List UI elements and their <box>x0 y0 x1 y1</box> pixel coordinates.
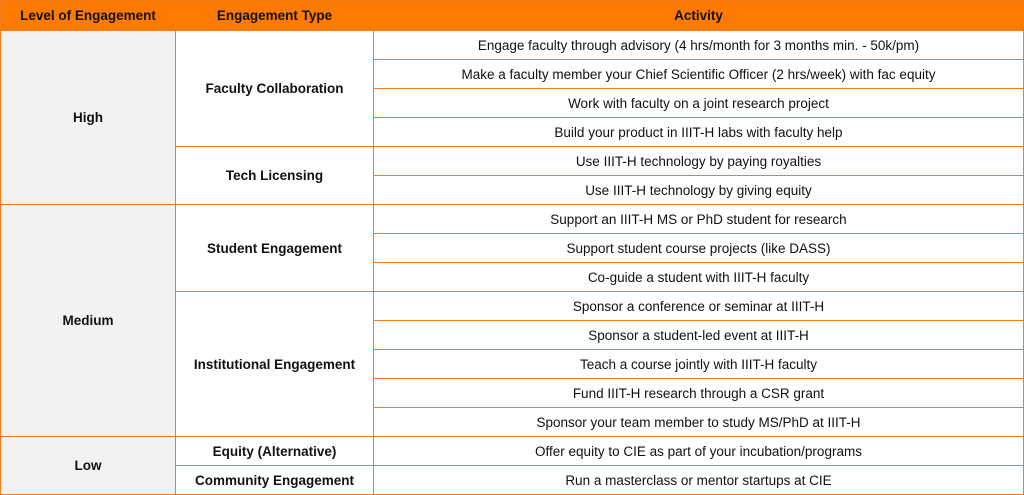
type-faculty-collaboration: Faculty Collaboration <box>176 31 374 147</box>
table-row <box>1 31 1024 60</box>
level-high: High <box>1 31 176 205</box>
level-medium: Medium <box>1 205 176 437</box>
table-row <box>1 437 1024 466</box>
header-level: Level of Engagement <box>1 1 176 31</box>
activity-cell: Use IIIT-H technology by giving equity <box>374 176 1024 205</box>
type-student-engagement: Student Engagement <box>176 205 374 292</box>
header-type: Engagement Type <box>176 1 374 31</box>
activity-cell: Use IIIT-H technology by paying royalties <box>374 147 1024 176</box>
activity-cell: Build your product in IIIT-H labs with faculty help <box>374 118 1024 147</box>
header-activity: Activity <box>374 1 1024 31</box>
table-row <box>1 205 1024 234</box>
activity-cell: Sponsor a student-led event at IIIT-H <box>374 321 1024 350</box>
activity-cell: Run a masterclass or mentor startups at CIE <box>374 466 1024 495</box>
header-row <box>1 1 1024 31</box>
activity-cell: Sponsor a conference or seminar at IIIT-H <box>374 292 1024 321</box>
activity-cell: Support an IIIT-H MS or PhD student for research <box>374 205 1024 234</box>
type-equity-alternative: Equity (Alternative) <box>176 437 374 466</box>
activity-cell: Co-guide a student with IIIT-H faculty <box>374 263 1024 292</box>
type-institutional-engagement: Institutional Engagement <box>176 292 374 437</box>
type-community-engagement: Community Engagement <box>176 466 374 495</box>
activity-cell: Sponsor your team member to study MS/PhD at IIIT-H <box>374 408 1024 437</box>
activity-cell: Offer equity to CIE as part of your incubation/programs <box>374 437 1024 466</box>
activity-cell: Fund IIIT-H research through a CSR grant <box>374 379 1024 408</box>
activity-cell: Support student course projects (like DASS) <box>374 234 1024 263</box>
activity-cell: Work with faculty on a joint research project <box>374 89 1024 118</box>
activity-cell: Engage faculty through advisory (4 hrs/month for 3 months min. - 50k/pm) <box>374 31 1024 60</box>
type-tech-licensing: Tech Licensing <box>176 147 374 205</box>
activity-cell: Teach a course jointly with IIIT-H faculty <box>374 350 1024 379</box>
level-low: Low <box>1 437 176 495</box>
activity-cell: Make a faculty member your Chief Scientific Officer (2 hrs/week) with fac equity <box>374 60 1024 89</box>
